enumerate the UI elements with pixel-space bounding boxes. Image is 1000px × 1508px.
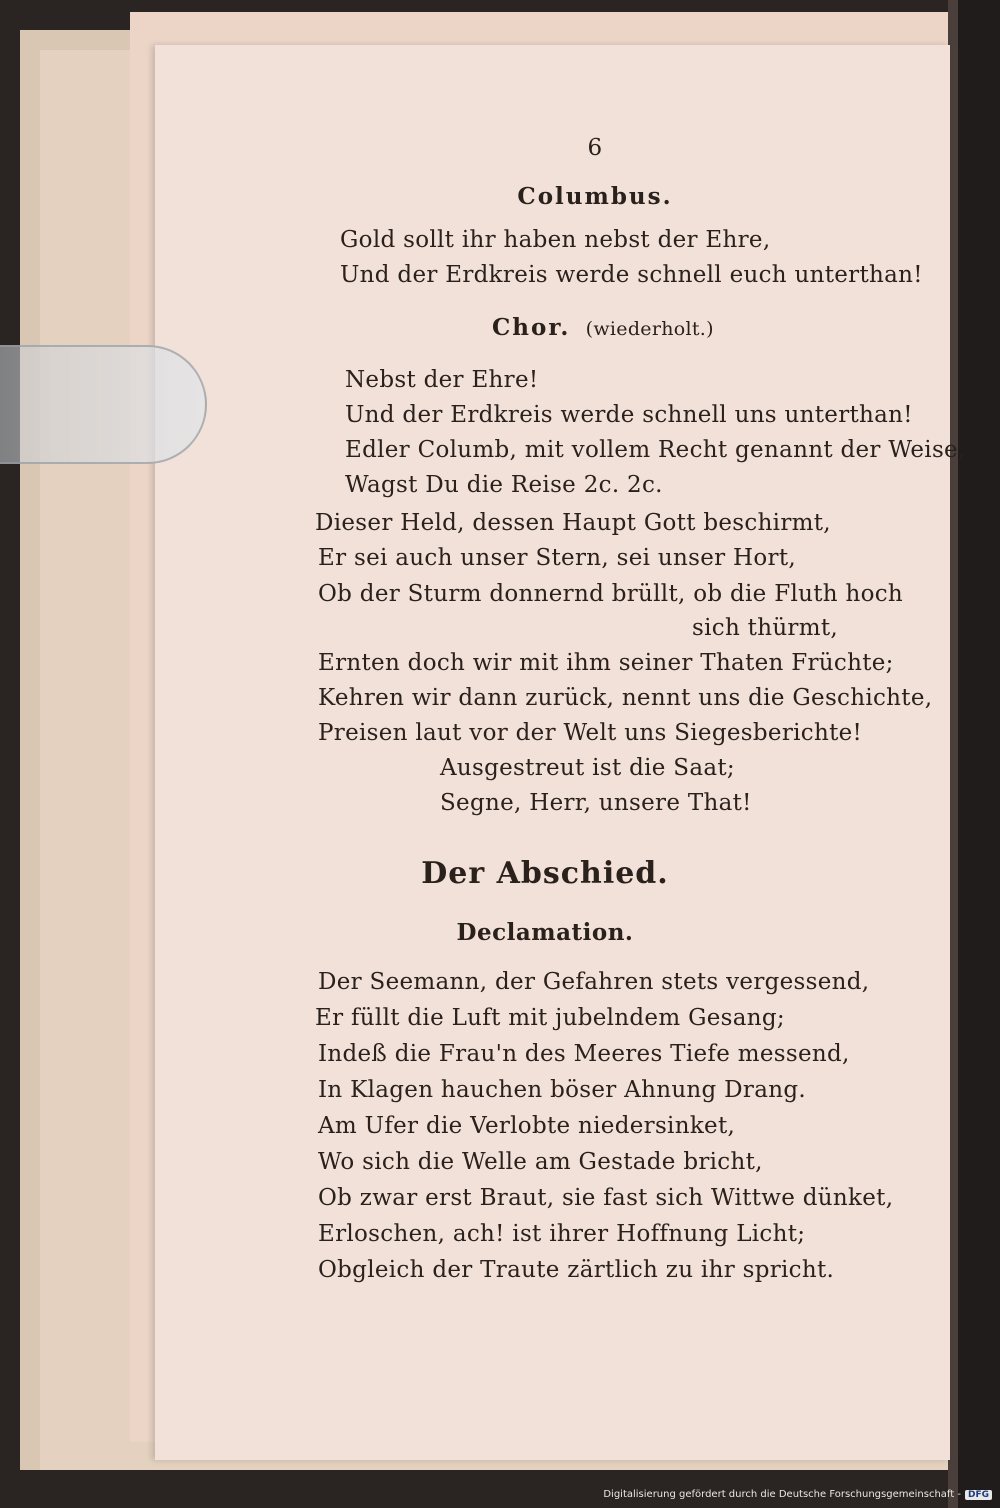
- verse-line-continuation: sich thürmt,: [692, 615, 838, 641]
- verse-line: Nebst der Ehre!: [345, 367, 539, 393]
- chor-label: Chor.: [492, 314, 571, 341]
- verse-line: Ob zwar erst Braut, sie fast sich Wittwe dünket,: [318, 1185, 894, 1211]
- verse-line: Er füllt die Luft mit jubelndem Gesang;: [315, 1005, 785, 1031]
- poem-title: Der Abschied.: [421, 856, 669, 891]
- verse-line: In Klagen hauchen böser Ahnung Drang.: [318, 1077, 806, 1103]
- verse-line: Er sei auch unser Stern, sei unser Hort,: [318, 545, 796, 571]
- verse-line: Ob der Sturm donnernd brüllt, ob die Fluth hoch: [318, 581, 904, 607]
- digitization-footer: [603, 1489, 992, 1500]
- verse-line: Edler Columb, mit vollem Recht genannt der Weise,: [345, 437, 966, 463]
- chor-note: (wiederholt.): [585, 318, 714, 340]
- book-page: [155, 45, 966, 1460]
- verse-line: Wagst Du die Reise 2c. 2c.: [345, 472, 663, 498]
- verse-line: Der Seemann, der Gefahren stets vergessend,: [318, 969, 870, 995]
- verse-line: Kehren wir dann zurück, nennt uns die Geschichte,: [318, 685, 933, 711]
- page-clip: [0, 345, 207, 464]
- verse-line: Preisen laut vor der Welt uns Siegesberichte!: [318, 720, 863, 746]
- section-heading-chor: [492, 313, 714, 344]
- verse-line: Segne, Herr, unsere That!: [440, 790, 752, 816]
- verse-line: Ausgestreut ist die Saat;: [440, 755, 735, 781]
- scan-background: [958, 0, 1000, 1508]
- verse-line: Am Ufer die Verlobte niedersinket,: [318, 1113, 736, 1139]
- page-number: 6: [587, 135, 603, 161]
- verse-line: Indeß die Frau'n des Meeres Tiefe messend,: [318, 1041, 850, 1067]
- verse-line: Ernten doch wir mit ihm seiner Thaten Früchte;: [318, 650, 894, 676]
- verse-line: Wo sich die Welle am Gestade bricht,: [318, 1149, 763, 1175]
- verse-line: Erloschen, ach! ist ihrer Hoffnung Licht;: [318, 1221, 806, 1247]
- verse-line: Und der Erdkreis werde schnell euch unterthan!: [340, 262, 923, 288]
- poem-subtitle: Declamation.: [456, 919, 634, 946]
- verse-line: Und der Erdkreis werde schnell uns unterthan!: [345, 402, 913, 428]
- verse-line: Gold sollt ihr haben nebst der Ehre,: [340, 227, 771, 253]
- footer-text: Digitalisierung gefördert durch die Deutsche Forschungsgemeinschaft -: [603, 1489, 961, 1500]
- verse-line: Obgleich der Traute zärtlich zu ihr spricht.: [318, 1257, 835, 1283]
- dfg-logo-icon: DFG: [965, 1490, 992, 1500]
- section-heading-columbus: Columbus.: [517, 183, 673, 210]
- verse-line: Dieser Held, dessen Haupt Gott beschirmt,: [315, 510, 831, 536]
